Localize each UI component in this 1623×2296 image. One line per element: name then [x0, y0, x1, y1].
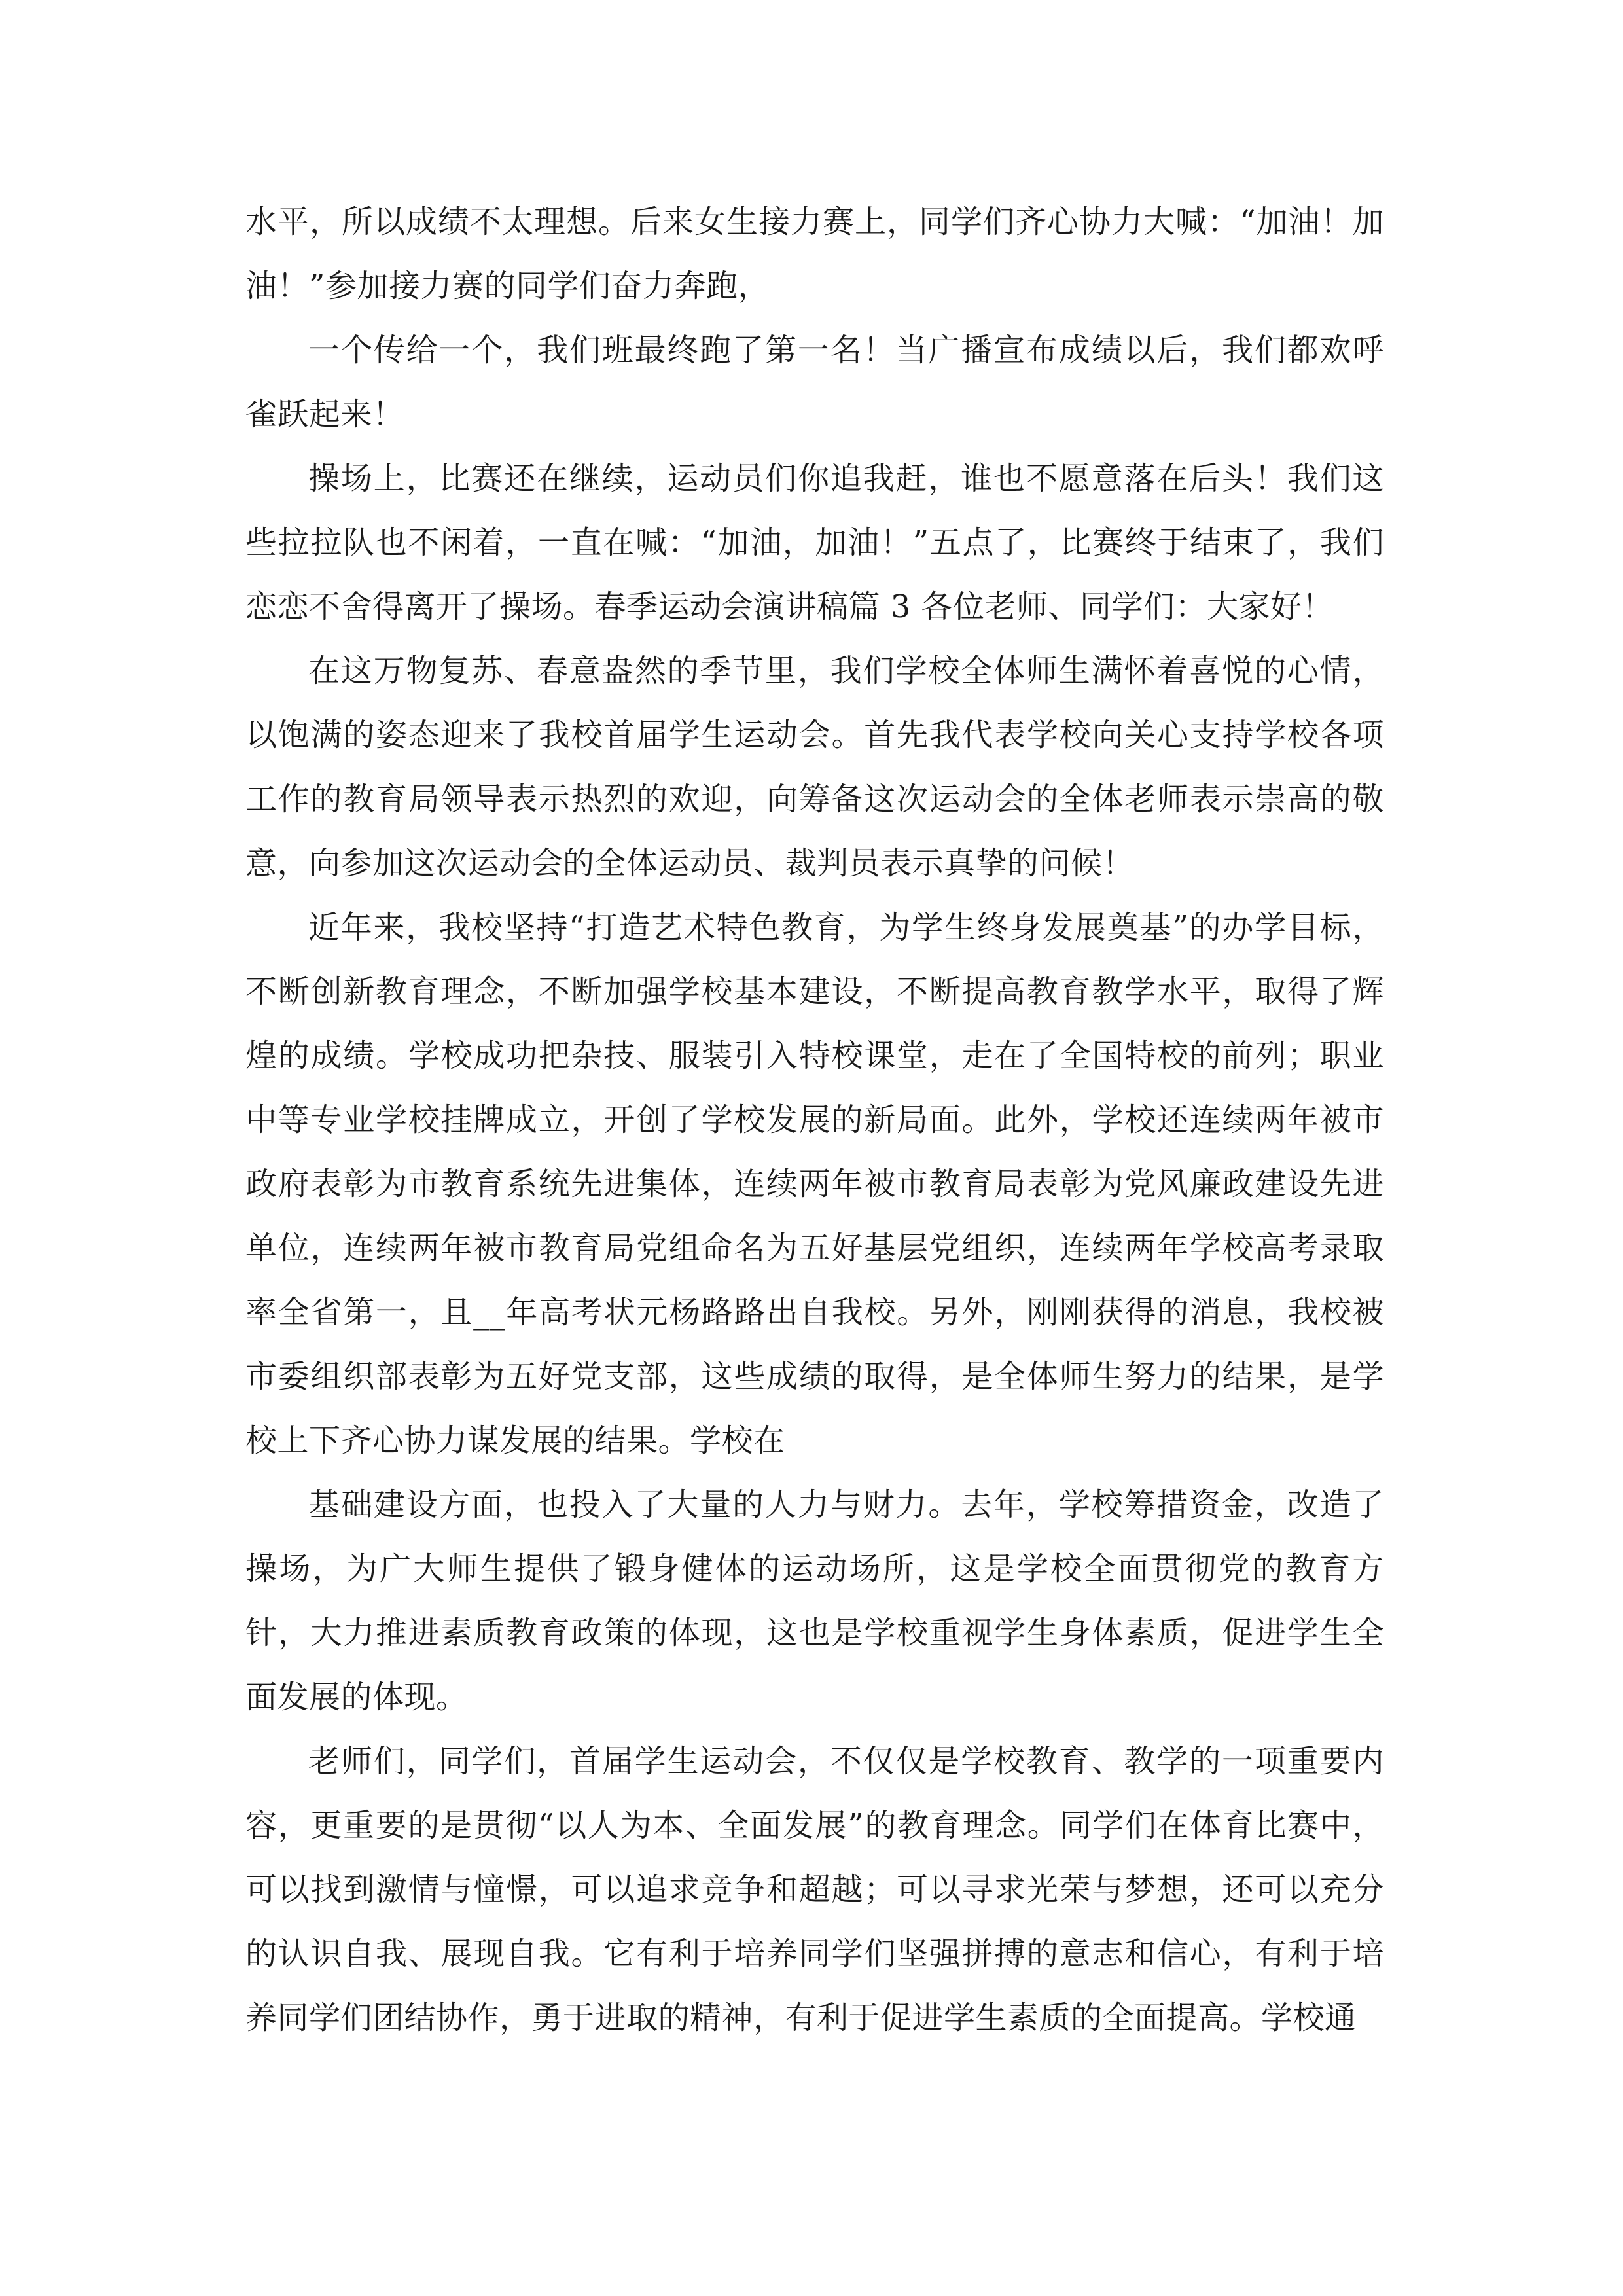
- paragraph-5: 近年来，我校坚持“打造艺术特色教育，为学生终身发展奠基”的办学目标，不断创新教育理念，不断加强学校基本建设，不断提高教育教学水平，取得了辉煌的成绩。学校成功把杂技、服装引入特校课堂，走在了全国特校的前列；职业中等专业学校挂牌成立，开创了学校发展的新局面。此外，学校还连续两年被市政府表彰为市教育系统先进集体，连续两年被市教育局表彰为党风廉政建设先进单位，连续两年被市教育局党组命名为五好基层党组织，连续两年学校高考录取率全省第一，且__年高考状元杨路路出自我校。另外，刚刚获得的消息，我校被市委组织部表彰为五好党支部，这些成绩的取得，是全体师生努力的结果，是学校上下齐心协力谋发展的结果。学校在: [245, 909, 1384, 1459]
- paragraph-3: 操场上，比赛还在继续，运动员们你追我赶，谁也不愿意落在后头！我们这些拉拉队也不闲着，一直在喊：“加油，加油！”五点了，比赛终于结束了，我们恋恋不舍得离开了操场。春季运动会演讲稿篇 3 各位老师、同学们：大家好！: [245, 460, 1384, 625]
- paragraph-7: 老师们，同学们，首届学生运动会，不仅仅是学校教育、教学的一项重要内容，更重要的是贯彻“以人为本、全面发展”的教育理念。同学们在体育比赛中，可以找到激情与憧憬，可以追求竞争和超越；可以寻求光荣与梦想，还可以充分的认识自我、展现自我。它有利于培养同学们坚强拼搏的意志和信心，有利于培养同学们团结协作，勇于进取的精神，有利于促进学生素质的全面提高。学校通: [245, 1743, 1384, 2036]
- paragraph-1: 水平，所以成绩不太理想。后来女生接力赛上，同学们齐心协力大喊：“加油！加油！”参加接力赛的同学们奋力奔跑，: [245, 204, 1384, 304]
- paragraph-4: 在这万物复苏、春意盎然的季节里，我们学校全体师生满怀着喜悦的心情，以饱满的姿态迎来了我校首届学生运动会。首先我代表学校向关心支持学校各项工作的教育局领导表示热烈的欢迎，向筹备这次运动会的全体老师表示崇高的敬意，向参加这次运动会的全体运动员、裁判员表示真挚的问候！: [245, 653, 1384, 882]
- document-body: [245, 190, 1384, 2050]
- paragraph-6: 基础建设方面，也投入了大量的人力与财力。去年，学校筹措资金，改造了操场，为广大师生提供了锻身健体的运动场所，这是学校全面贯彻党的教育方针，大力推进素质教育政策的体现，这也是学校重视学生身体素质，促进学生全面发展的体现。: [245, 1486, 1384, 1715]
- paragraph-2: 一个传给一个，我们班最终跑了第一名！当广播宣布成绩以后，我们都欢呼雀跃起来！: [245, 332, 1384, 433]
